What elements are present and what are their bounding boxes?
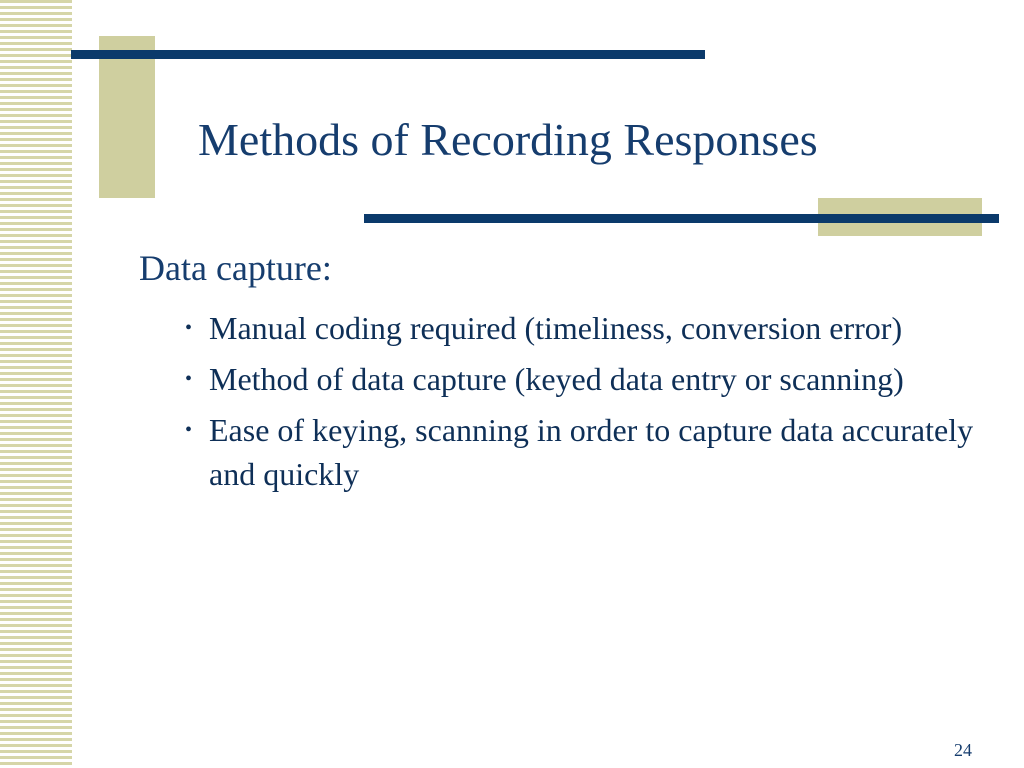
bullet-list bbox=[182, 306, 1002, 503]
bullet-item bbox=[182, 306, 1002, 350]
decorative-bar-top bbox=[71, 50, 705, 59]
section-heading: Data capture: bbox=[139, 248, 332, 288]
decorative-stripes bbox=[0, 0, 72, 768]
bullet-icon: • bbox=[185, 317, 193, 339]
bullet-text: Ease of keying, scanning in order to capture data accurately and quickly bbox=[209, 412, 974, 492]
page-number: 24 bbox=[954, 740, 972, 760]
decorative-olive-block-top bbox=[99, 36, 155, 198]
bullet-icon: • bbox=[185, 368, 193, 390]
bullet-icon: • bbox=[185, 419, 193, 441]
bullet-text: Manual coding required (timeliness, conversion error) bbox=[209, 310, 903, 346]
bullet-item bbox=[182, 408, 1002, 496]
slide-title: Methods of Recording Responses bbox=[198, 114, 818, 165]
bullet-item bbox=[182, 357, 1002, 401]
decorative-bar-bottom bbox=[364, 214, 999, 223]
bullet-text: Method of data capture (keyed data entry or scanning) bbox=[209, 361, 904, 397]
